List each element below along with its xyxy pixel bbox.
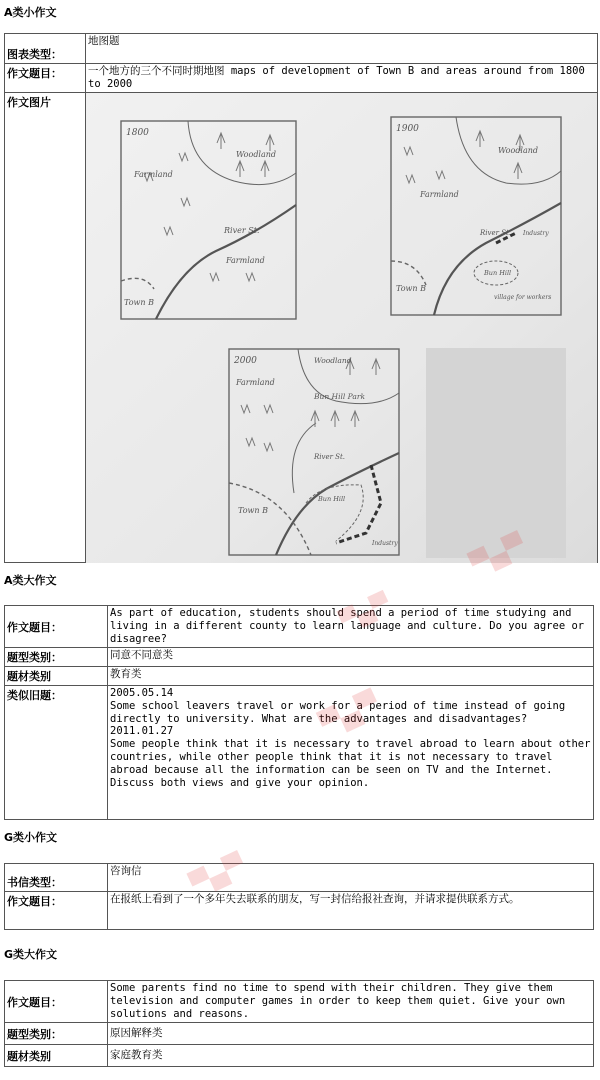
maps-photo	[86, 93, 597, 563]
g-large-material-value: 家庭教育类	[108, 1045, 594, 1067]
map1-woodland: Woodland	[236, 149, 277, 159]
g-large-table	[4, 980, 594, 1067]
similar-date-2: 2011.01.27	[110, 725, 174, 738]
a-small-topic-value: 一个地方的三个不同时期地图 maps of development of Town B and areas around from 1800 to 2000	[86, 64, 598, 93]
similar-label: 类似旧题：	[5, 686, 108, 820]
map3-town: Town B	[238, 505, 268, 515]
map3-year: 2000	[234, 355, 257, 366]
a-large-topic-label: 作文题目：	[5, 606, 108, 648]
g-large-topic-value: Some parents find no time to spend with their children. They give them television and computer games in order to keep them quiet. Give your own solutions and reasons.	[108, 981, 594, 1023]
section-heading-a-small: A类小作文	[4, 6, 57, 19]
map3-park: Bun Hill Park	[314, 391, 365, 401]
map3-hill: Bun Hill	[318, 494, 346, 503]
g-large-type-label: 题型类别：	[5, 1023, 108, 1045]
letter-type-label: 书信类型：	[5, 864, 108, 892]
similar-topics	[108, 686, 594, 820]
similar-text-1: Some school leavers travel or work for a period of time instead of going directly to university. What are the advantages and disadvantages?	[110, 699, 566, 725]
map2-hill: Bun Hill	[484, 268, 512, 277]
map1-farmland-1: Farmland	[134, 169, 173, 179]
map2-farmland: Farmland	[420, 189, 459, 199]
chart-type-label: 图表类型：	[5, 34, 86, 64]
map1-town: Town B	[124, 297, 154, 307]
a-small-topic-label: 作文题目：	[5, 64, 86, 93]
similar-date-1: 2005.05.14	[110, 687, 174, 699]
g-large-topic-label: 作文题目：	[5, 981, 108, 1023]
a-large-type-value: 同意不同意类	[108, 648, 594, 667]
map2-woodland: Woodland	[498, 145, 539, 155]
chart-type-value: 地图题	[86, 34, 598, 64]
map3-woodland: Woodland	[314, 355, 352, 365]
watermark-mark-3: ▀▄▀	[186, 849, 249, 900]
letter-type-value: 咨询信	[108, 864, 594, 892]
watermark-mark-1: ▀▄▀	[336, 590, 394, 636]
g-small-topic-label: 作文题目：	[5, 892, 108, 930]
a-large-material-value: 教育类	[108, 667, 594, 686]
map3-industry: Industry	[372, 539, 398, 547]
g-large-type-value: 原因解释类	[108, 1023, 594, 1045]
map2-village: village for workers	[494, 293, 552, 301]
map2-river: River St.	[480, 228, 512, 237]
section-heading-g-small: G类小作文	[4, 831, 58, 844]
a-large-table	[4, 605, 594, 820]
map3-river: River St.	[314, 452, 346, 461]
map2-town: Town B	[396, 283, 426, 293]
section-heading-a-large: A类大作文	[4, 574, 57, 587]
a-small-table	[4, 33, 598, 563]
map3-farmland: Farmland	[236, 377, 275, 387]
a-large-topic-value: As part of education, students should spend a period of time studying and living in a different county to learn language and culture. Do you agree or disagree?	[108, 606, 594, 648]
map1-year: 1800	[126, 127, 149, 138]
a-large-type-label: 题型类别：	[5, 648, 108, 667]
image-label: 作文图片	[5, 92, 86, 562]
similar-text-2: Some people think that it is necessary to travel abroad to learn about other countries, while other people think that it is not necessary to travel abroad because all the information can be seen on TV and the Internet. Discuss both views and give your opinion.	[110, 738, 591, 789]
section-heading-g-large: G类大作文	[4, 948, 58, 961]
map1-river: River St.	[224, 225, 260, 235]
g-small-topic-value: 在报纸上看到了一个多年失去联系的朋友，写一封信给报社查询，并请求提供联系方式。	[108, 892, 594, 930]
map2-year: 1900	[396, 123, 419, 134]
map-image-cell	[86, 92, 598, 562]
g-small-table	[4, 863, 594, 930]
map1-farmland-2: Farmland	[226, 255, 265, 265]
watermark-mark-2: ▀▄▀	[316, 688, 384, 742]
a-large-material-label: 题材类别	[5, 667, 108, 686]
map2-industry: Industry	[523, 229, 549, 237]
g-large-material-label: 题材类别	[5, 1045, 108, 1067]
